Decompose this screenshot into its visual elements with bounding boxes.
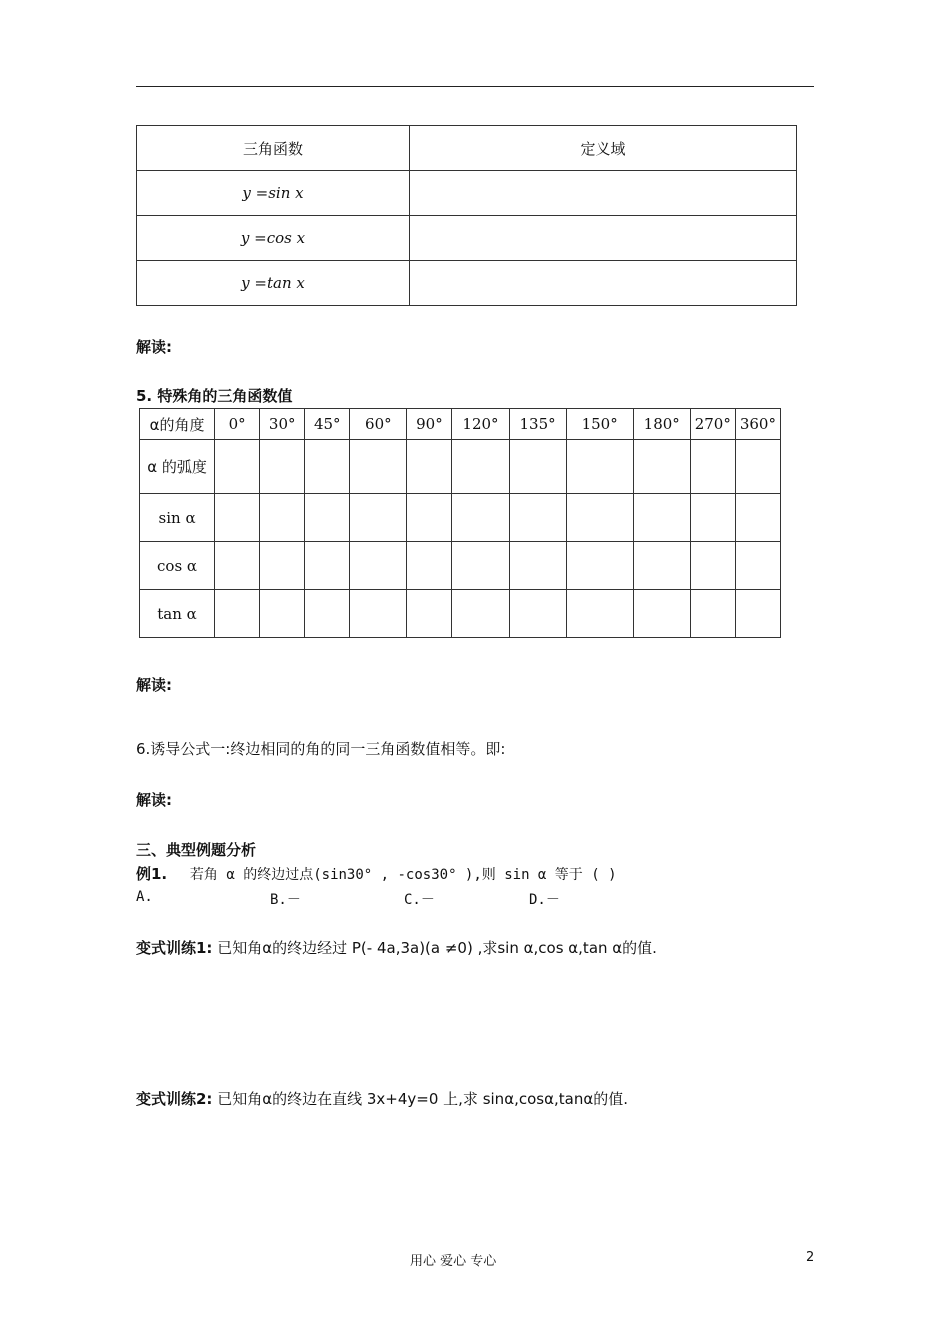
domain-cell [410, 171, 797, 216]
option-d: D.－ [529, 892, 560, 908]
variant-label: 变式训练2: [136, 1090, 213, 1108]
interpretation-label: 解读: [136, 338, 172, 356]
table-row [137, 261, 797, 306]
example-1 [136, 863, 617, 884]
row-label-cell: sin α [140, 494, 215, 542]
example-text: 若角 α 的终边过点(sin30° , -cos30° ),则 sin α 等于 ( ) [189, 867, 617, 883]
table-header-cell: 三角函数 [137, 126, 410, 171]
section-5-title: 5. 特殊角的三角函数值 [136, 387, 293, 405]
table-row [140, 494, 781, 542]
table-row [140, 590, 781, 638]
table-row [137, 171, 797, 216]
angle-cell: 360° [735, 409, 780, 440]
variant-2 [136, 1088, 628, 1109]
example-label: 例1. [136, 865, 168, 883]
function-cell: y =sin x [137, 171, 410, 216]
table-header-cell: 定义域 [410, 126, 797, 171]
angle-cell: 150° [566, 409, 633, 440]
table-row [140, 440, 781, 494]
section-6-text: 6.诱导公式一:终边相同的角的同一三角函数值相等。即: [136, 740, 506, 758]
table-row [140, 542, 781, 590]
angle-cell: 120° [452, 409, 509, 440]
angle-cell: 270° [690, 409, 735, 440]
angle-cell: 135° [509, 409, 566, 440]
angle-cell: 0° [215, 409, 260, 440]
domain-cell [410, 216, 797, 261]
domain-cell [410, 261, 797, 306]
table-row [137, 126, 797, 171]
interpretation-label: 解读: [136, 676, 172, 694]
option-b: B.－ [270, 892, 301, 908]
interpretation-label: 解读: [136, 791, 172, 809]
table-row [140, 409, 781, 440]
function-cell: y =tan x [137, 261, 410, 306]
row-header-cell: α的角度 [140, 409, 215, 440]
angle-cell: 90° [407, 409, 452, 440]
variant-1 [136, 937, 657, 958]
footer-motto: 用心 爱心 专心 [410, 1254, 497, 1269]
angle-cell: 180° [633, 409, 690, 440]
domain-table [136, 125, 797, 306]
option-a: A. [136, 889, 153, 905]
variant-label: 变式训练1: [136, 939, 213, 957]
angle-cell: 60° [350, 409, 407, 440]
function-cell: y =cos x [137, 216, 410, 261]
angle-cell: 45° [305, 409, 350, 440]
option-c: C.－ [404, 892, 435, 908]
row-label-cell: tan α [140, 590, 215, 638]
table-row [137, 216, 797, 261]
variant-text: 已知角α的终边在直线 3x+4y=0 上,求 sinα,cosα,tanα的值. [217, 1090, 628, 1108]
angle-cell: 30° [260, 409, 305, 440]
header-rule [136, 86, 814, 87]
section-3-title: 三、典型例题分析 [136, 841, 257, 859]
special-angle-table [139, 408, 781, 638]
row-label-cell: α 的弧度 [140, 440, 215, 494]
page-number: 2 [806, 1250, 815, 1265]
variant-text: 已知角α的终边经过 P(- 4a,3a)(a ≠0) ,求sin α,cos α,tan α的值. [217, 939, 657, 957]
row-label-cell: cos α [140, 542, 215, 590]
